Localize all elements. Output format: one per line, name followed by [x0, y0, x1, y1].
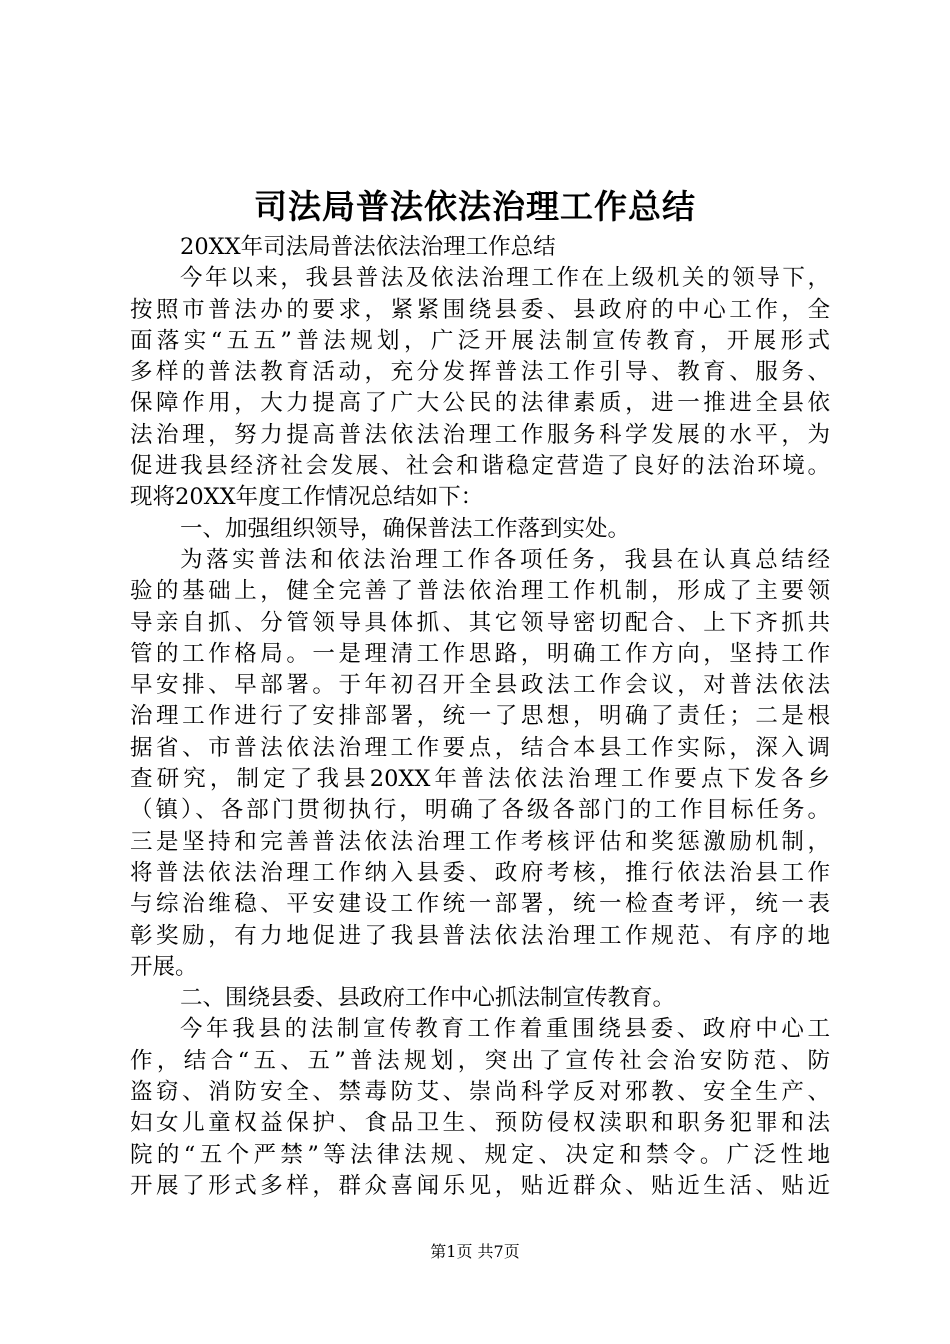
text-line: 验的基础上，健全完善了普法依治理工作机制，形成了主要领: [130, 578, 830, 605]
text-line: 今年以来，我县普法及依法治理工作在上级机关的领导下，: [180, 265, 830, 292]
text-line: 彰奖励，有力地促进了我县普法依法治理工作规范、有序的地: [130, 922, 830, 949]
text-line: 面落实“五五”普法规划，广泛开展法制宣传教育，开展形式: [130, 327, 830, 354]
text-line: 今年我县的法制宣传教育工作着重围绕县委、政府中心工: [180, 1016, 830, 1043]
text-line: 多样的普法教育活动，充分发挥普法工作引导、教育、服务、: [130, 359, 830, 386]
text-line: 查研究，制定了我县20XX年普法依法治理工作要点下发各乡: [130, 766, 830, 793]
page-footer: 第1页 共7页: [430, 1242, 520, 1261]
text-line: 保障作用，大力提高了广大公民的法律素质，进一推进全县依: [130, 390, 830, 417]
text-line: 二、围绕县委、县政府工作中心抓法制宣传教育。: [180, 985, 676, 1012]
document-body: [130, 232, 830, 1202]
text-line: 治理工作进行了安排部署，统一了思想，明确了责任；二是根: [130, 703, 830, 730]
text-line: 盗窃、消防安全、禁毒防艾、崇尚科学反对邪教、安全生产、: [130, 1079, 830, 1106]
text-line: （镇）、各部门贯彻执行，明确了各级各部门的工作目标任务。: [130, 797, 830, 824]
text-line: 妇女儿童权益保护、食品卫生、预防侵权渎职和职务犯罪和法: [130, 1110, 830, 1137]
text-line: 三是坚持和完善普法依法治理工作考核评估和奖惩激励机制，: [130, 828, 830, 855]
text-line: 院的“五个严禁”等法律法规、规定、决定和禁令。广泛性地: [130, 1141, 830, 1168]
text-line: 法治理，努力提高普法依法治理工作服务科学发展的水平，为: [130, 421, 830, 448]
text-line: 作，结合“五、五”普法规划，突出了宣传社会治安防范、防: [130, 1047, 830, 1074]
text-line: 早安排、早部署。于年初召开全县政法工作会议，对普法依法: [130, 672, 830, 699]
text-line: 按照市普法办的要求，紧紧围绕县委、县政府的中心工作，全: [130, 296, 830, 323]
text-line: 现将20XX年度工作情况总结如下：: [130, 484, 484, 511]
text-line: 将普法依法治理工作纳入县委、政府考核，推行依法治县工作: [130, 859, 830, 886]
text-line: 开展了形式多样，群众喜闻乐见，贴近群众、贴近生活、贴近: [130, 1172, 830, 1199]
text-line: 据省、市普法依法治理工作要点，结合本县工作实际，深入调: [130, 734, 830, 761]
text-line: 导亲自抓、分管领导具体抓、其它领导密切配合、上下齐抓共: [130, 609, 830, 636]
text-line: 与综治维稳、平安建设工作统一部署，统一检查考评，统一表: [130, 891, 830, 918]
text-line: 促进我县经济社会发展、社会和谐稳定营造了良好的法治环境。: [130, 453, 830, 480]
text-line: 为落实普法和依法治理工作各项任务，我县在认真总结经: [180, 546, 830, 573]
page-title: 司法局普法依法治理工作总结: [254, 187, 696, 226]
text-line: 一、加强组织领导，确保普法工作落到实处。: [180, 515, 631, 542]
text-line: 20XX年司法局普法依法治理工作总结: [180, 234, 556, 260]
text-line: 管的工作格局。一是理清工作思路，明确工作方向，坚持工作: [130, 640, 830, 667]
text-line: 开展。: [130, 953, 198, 980]
